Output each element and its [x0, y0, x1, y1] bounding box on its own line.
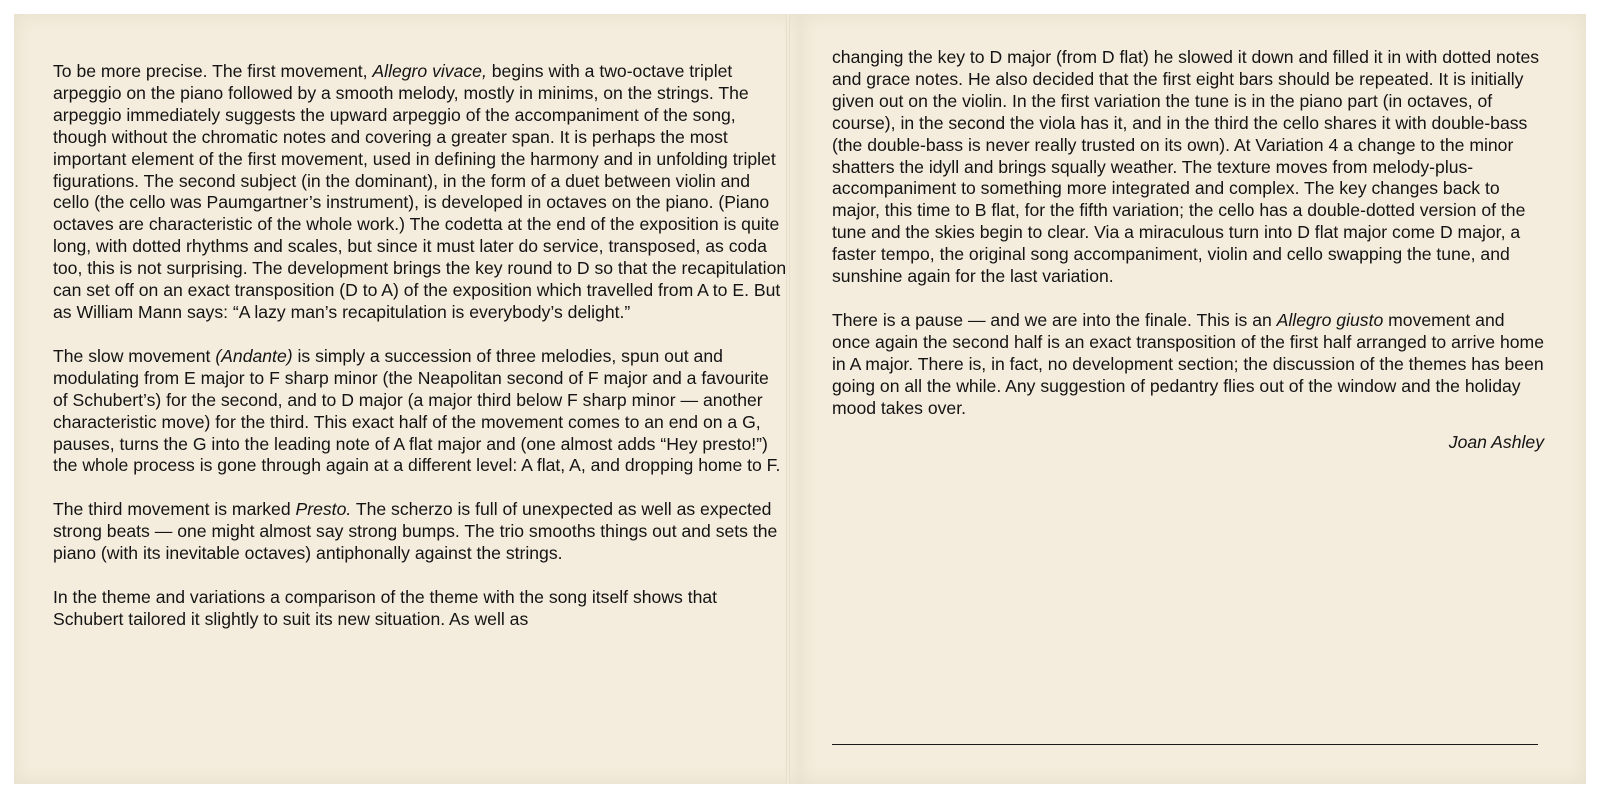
right-page	[800, 14, 1586, 784]
text-run: The scherzo is full of unexpected as well as expected strong beats — one might almost say strong bumps. The trio smooths things out and sets the piano (with its inevitable octaves) antiphonally against the strings.	[53, 499, 778, 564]
right-page-text	[832, 47, 1544, 453]
paragraph-slow-movement	[53, 346, 788, 477]
left-page	[14, 14, 800, 784]
paragraph-theme-variations	[53, 587, 788, 631]
tempo-marking: (Andante)	[215, 345, 293, 366]
text-run: The slow movement	[53, 345, 216, 366]
footer-rule	[832, 744, 1538, 745]
booklet-spine	[786, 14, 790, 784]
text-run: is simply a succession of three melodies, spun out and modulating from E major to F sharp minor (the Neapolitan second of F major and a favourite of Schubert’s) for the second, and to D major (a major third below F sharp minor — another characteristic move) for the third. This exact half of the movement comes to an end on a G, pauses, turns the G into the leading note of A flat major and (one almost adds “Hey presto!”) the whole process is gone through again at a different level: A flat, A, and dropping home to F.	[53, 345, 781, 476]
text-run: In the theme and variations a comparison of the theme with the song itself shows that Schubert tailored it slightly to suit its new situation. As well as	[53, 587, 718, 629]
text-run: The third movement is marked	[53, 499, 296, 520]
text-run: To be more precise. The first movement,	[53, 61, 373, 81]
text-run: movement and once again the second half is an exact transposition of the first half arranged to arrive home in A major. There is, in fact, no development section; the discussion of the themes has been going on all the while. Any suggestion of pedantry flies out of the window and the holiday mood takes over.	[832, 309, 1544, 418]
booklet-spread	[14, 14, 1586, 784]
paragraph-first-movement	[53, 61, 788, 324]
text-run: begins with a two-octave triplet arpeggio on the piano followed by a smooth melody, mostly in minims, on the strings. The arpeggio immediately suggests the upward arpeggio of the accompaniment of the song, though without the chromatic notes and covering a greater span. It is perhaps the most important element of the first movement, used in defining the harmony and in unfolding triplet figurations. The second subject (in the dominant), in the form of a duet between violin and cello (the cello was Paumgartner’s instrument), is developed in octaves on the piano. (Piano octaves are characteristic of the whole work.) The codetta at the end of the exposition is quite long, with dotted rhythms and scales, but since it must later do service, transposed, as coda too, this is not surprising. The development brings the key round to D so that the recapitulation can set off on an exact transposition (D to A) of the exposition which travelled from A to E. But as William Mann says: “A lazy man’s recapitulation is everybody’s delight.”	[53, 61, 787, 322]
paragraph-third-movement	[53, 499, 788, 565]
tempo-marking: Allegro vivace,	[372, 61, 487, 81]
text-run: changing the key to D major (from D flat) he slowed it down and filled it in with dotted notes and grace notes. He also decided that the first eight bars should be repeated. It is initially given out on the violin. In the first variation the tune is in the piano part (in octaves, of course), in the second the viola has it, and in the third the cello shares it with double-bass (the double-bass is never really trusted on its own). At Variation 4 a change to the minor shatters the idyll and brings squally weather. The texture moves from melody-plus-accompaniment to something more integrated and complex. The key changes back to major, this time to B flat, for the fifth variation; the cello has a double-dotted version of the tune and the skies begin to clear. Via a miraculous turn into D flat major come D major, a faster tempo, the original song accompaniment, violin and cello swapping the tune, and sunshine again for the last variation.	[832, 47, 1540, 287]
paragraph-variations-continued	[832, 47, 1544, 288]
author-signature: Joan Ashley	[1448, 431, 1544, 452]
left-page-text	[53, 61, 788, 653]
tempo-marking: Allegro giusto	[1276, 309, 1384, 330]
tempo-marking: Presto.	[295, 499, 352, 520]
paragraph-finale	[832, 310, 1544, 420]
text-run: There is a pause — and we are into the finale. This is an	[832, 309, 1277, 330]
